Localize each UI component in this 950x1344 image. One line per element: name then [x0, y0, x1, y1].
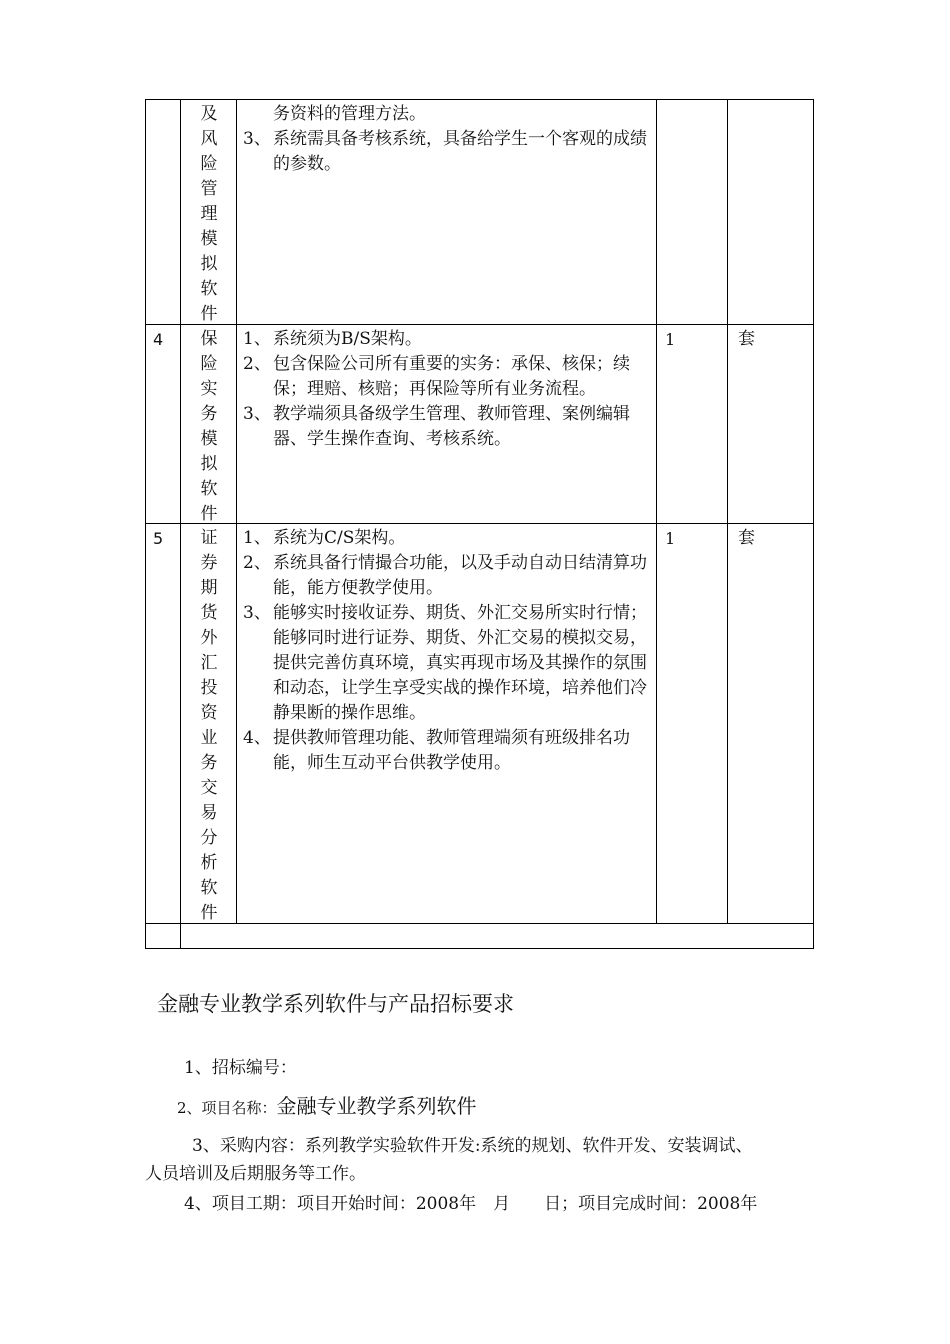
row-name-vertical: [181, 327, 237, 527]
description-item: [243, 726, 653, 776]
name-char: 软: [200, 479, 218, 499]
name-char: 管: [200, 179, 218, 199]
table-row-divider: [145, 923, 814, 924]
name-char: 易: [200, 803, 218, 823]
item-text: 教学端须具备级学生管理、教师管理、案例编辑器、学生操作查询、考核系统。: [273, 404, 630, 449]
table-column-divider: [727, 99, 728, 923]
name-char: 风: [200, 129, 218, 149]
name-char: 理: [200, 204, 218, 224]
name-char: 析: [200, 853, 218, 873]
description-item: [243, 352, 653, 402]
table-row-divider: [145, 523, 814, 524]
procurement-content-line-cont: 人员培训及后期服务等工作。: [145, 1164, 366, 1184]
project-name-value: 金融专业教学系列软件: [276, 1094, 477, 1118]
row-name-vertical: [181, 526, 237, 926]
row-description: [243, 327, 653, 452]
item-text: 系统需具备考核系统，具备给学生一个客观的成绩的参数。: [273, 129, 647, 174]
item-marker: 3、: [243, 129, 271, 149]
item-marker: 2、: [243, 354, 271, 374]
name-char: 件: [200, 903, 218, 923]
name-char: 务: [200, 404, 218, 424]
row-unit: 套: [738, 528, 755, 548]
row-index: 5: [153, 529, 164, 548]
item-text: 系统须为B/S架构。: [273, 329, 422, 349]
name-char: 证: [200, 528, 218, 548]
description-item: [243, 601, 653, 726]
name-char: 实: [200, 379, 218, 399]
name-char: 汇: [200, 653, 218, 673]
name-char: 险: [200, 354, 218, 374]
name-char: 资: [200, 703, 218, 723]
item-marker: 2、: [243, 553, 271, 573]
section-title: 金融专业教学系列软件与产品招标要求: [157, 992, 514, 1016]
item-marker: 1、: [243, 329, 271, 349]
name-char: 业: [200, 728, 218, 748]
name-char: 交: [200, 778, 218, 798]
name-char: 保: [200, 329, 218, 349]
name-char: 拟: [200, 454, 218, 474]
name-char: 软: [200, 279, 218, 299]
name-char: 件: [200, 504, 218, 524]
name-char: 拟: [200, 254, 218, 274]
row-description: [243, 526, 653, 776]
name-char: 软: [200, 878, 218, 898]
description-item: [243, 551, 653, 601]
item-text: 系统为C/S架构。: [273, 528, 406, 548]
item-marker: 3、: [243, 404, 271, 424]
item-marker: 4、: [243, 728, 271, 748]
project-name-label: 2、项目名称：: [177, 1099, 277, 1117]
name-char: 件: [200, 304, 218, 324]
table-border-bottom: [145, 948, 814, 949]
row-quantity: 1: [665, 330, 676, 349]
name-char: 模: [200, 429, 218, 449]
row-quantity: 1: [665, 529, 676, 548]
name-char: 外: [200, 628, 218, 648]
name-char: 货: [200, 603, 218, 623]
table-border-top: [145, 99, 814, 100]
table-row-divider: [145, 324, 814, 325]
procurement-content-line: 3、采购内容：系列教学实验软件开发:系统的规划、软件开发、安装调试、: [192, 1136, 753, 1156]
name-char: 券: [200, 553, 218, 573]
row-unit: 套: [738, 329, 755, 349]
bid-number-line: 1、招标编号：: [184, 1058, 297, 1078]
row-index: 4: [153, 330, 164, 349]
name-char: 及: [200, 104, 218, 124]
description-item: [243, 127, 653, 177]
name-char: 险: [200, 154, 218, 174]
item-text: 包含保险公司所有重要的实务：承保、核保；续保；理赔、核赔；再保险等所有业务流程。: [273, 354, 630, 399]
item-text: 系统具备行情撮合功能，以及手动自动日结清算功能，能方便教学使用。: [273, 553, 647, 598]
item-marker: 1、: [243, 528, 271, 548]
description-item: [243, 526, 653, 551]
name-char: 期: [200, 578, 218, 598]
name-char: 投: [200, 678, 218, 698]
name-char: 务: [200, 753, 218, 773]
row-description: [243, 102, 653, 177]
item-marker: 3、: [243, 603, 271, 623]
description-item: [243, 327, 653, 352]
row-name-vertical: [181, 102, 237, 327]
project-name-line: [177, 1094, 477, 1121]
item-text: 提供教师管理功能、教师管理端须有班级排名功能，师生互动平台供教学使用。: [273, 728, 630, 773]
table-border-left: [145, 99, 146, 949]
table-border-right: [813, 99, 814, 949]
project-schedule-line: 4、项目工期：项目开始时间：2008年 月 日；项目完成时间：2008年: [184, 1194, 758, 1214]
name-char: 模: [200, 229, 218, 249]
procurement-table: [145, 99, 814, 949]
description-item: [243, 102, 653, 127]
name-char: 分: [200, 828, 218, 848]
item-text: 能够实时接收证券、期货、外汇交易所实时行情；能够同时进行证券、期货、外汇交易的模拟交易，提供完善仿真环境，真实再现市场及其操作的氛围和动态，让学生享受实战的操作环境，培养他们冷静果断的操作思维。: [273, 603, 647, 723]
item-text: 务资料的管理方法。: [273, 104, 426, 124]
table-column-divider: [656, 99, 657, 923]
description-item: [243, 402, 653, 452]
